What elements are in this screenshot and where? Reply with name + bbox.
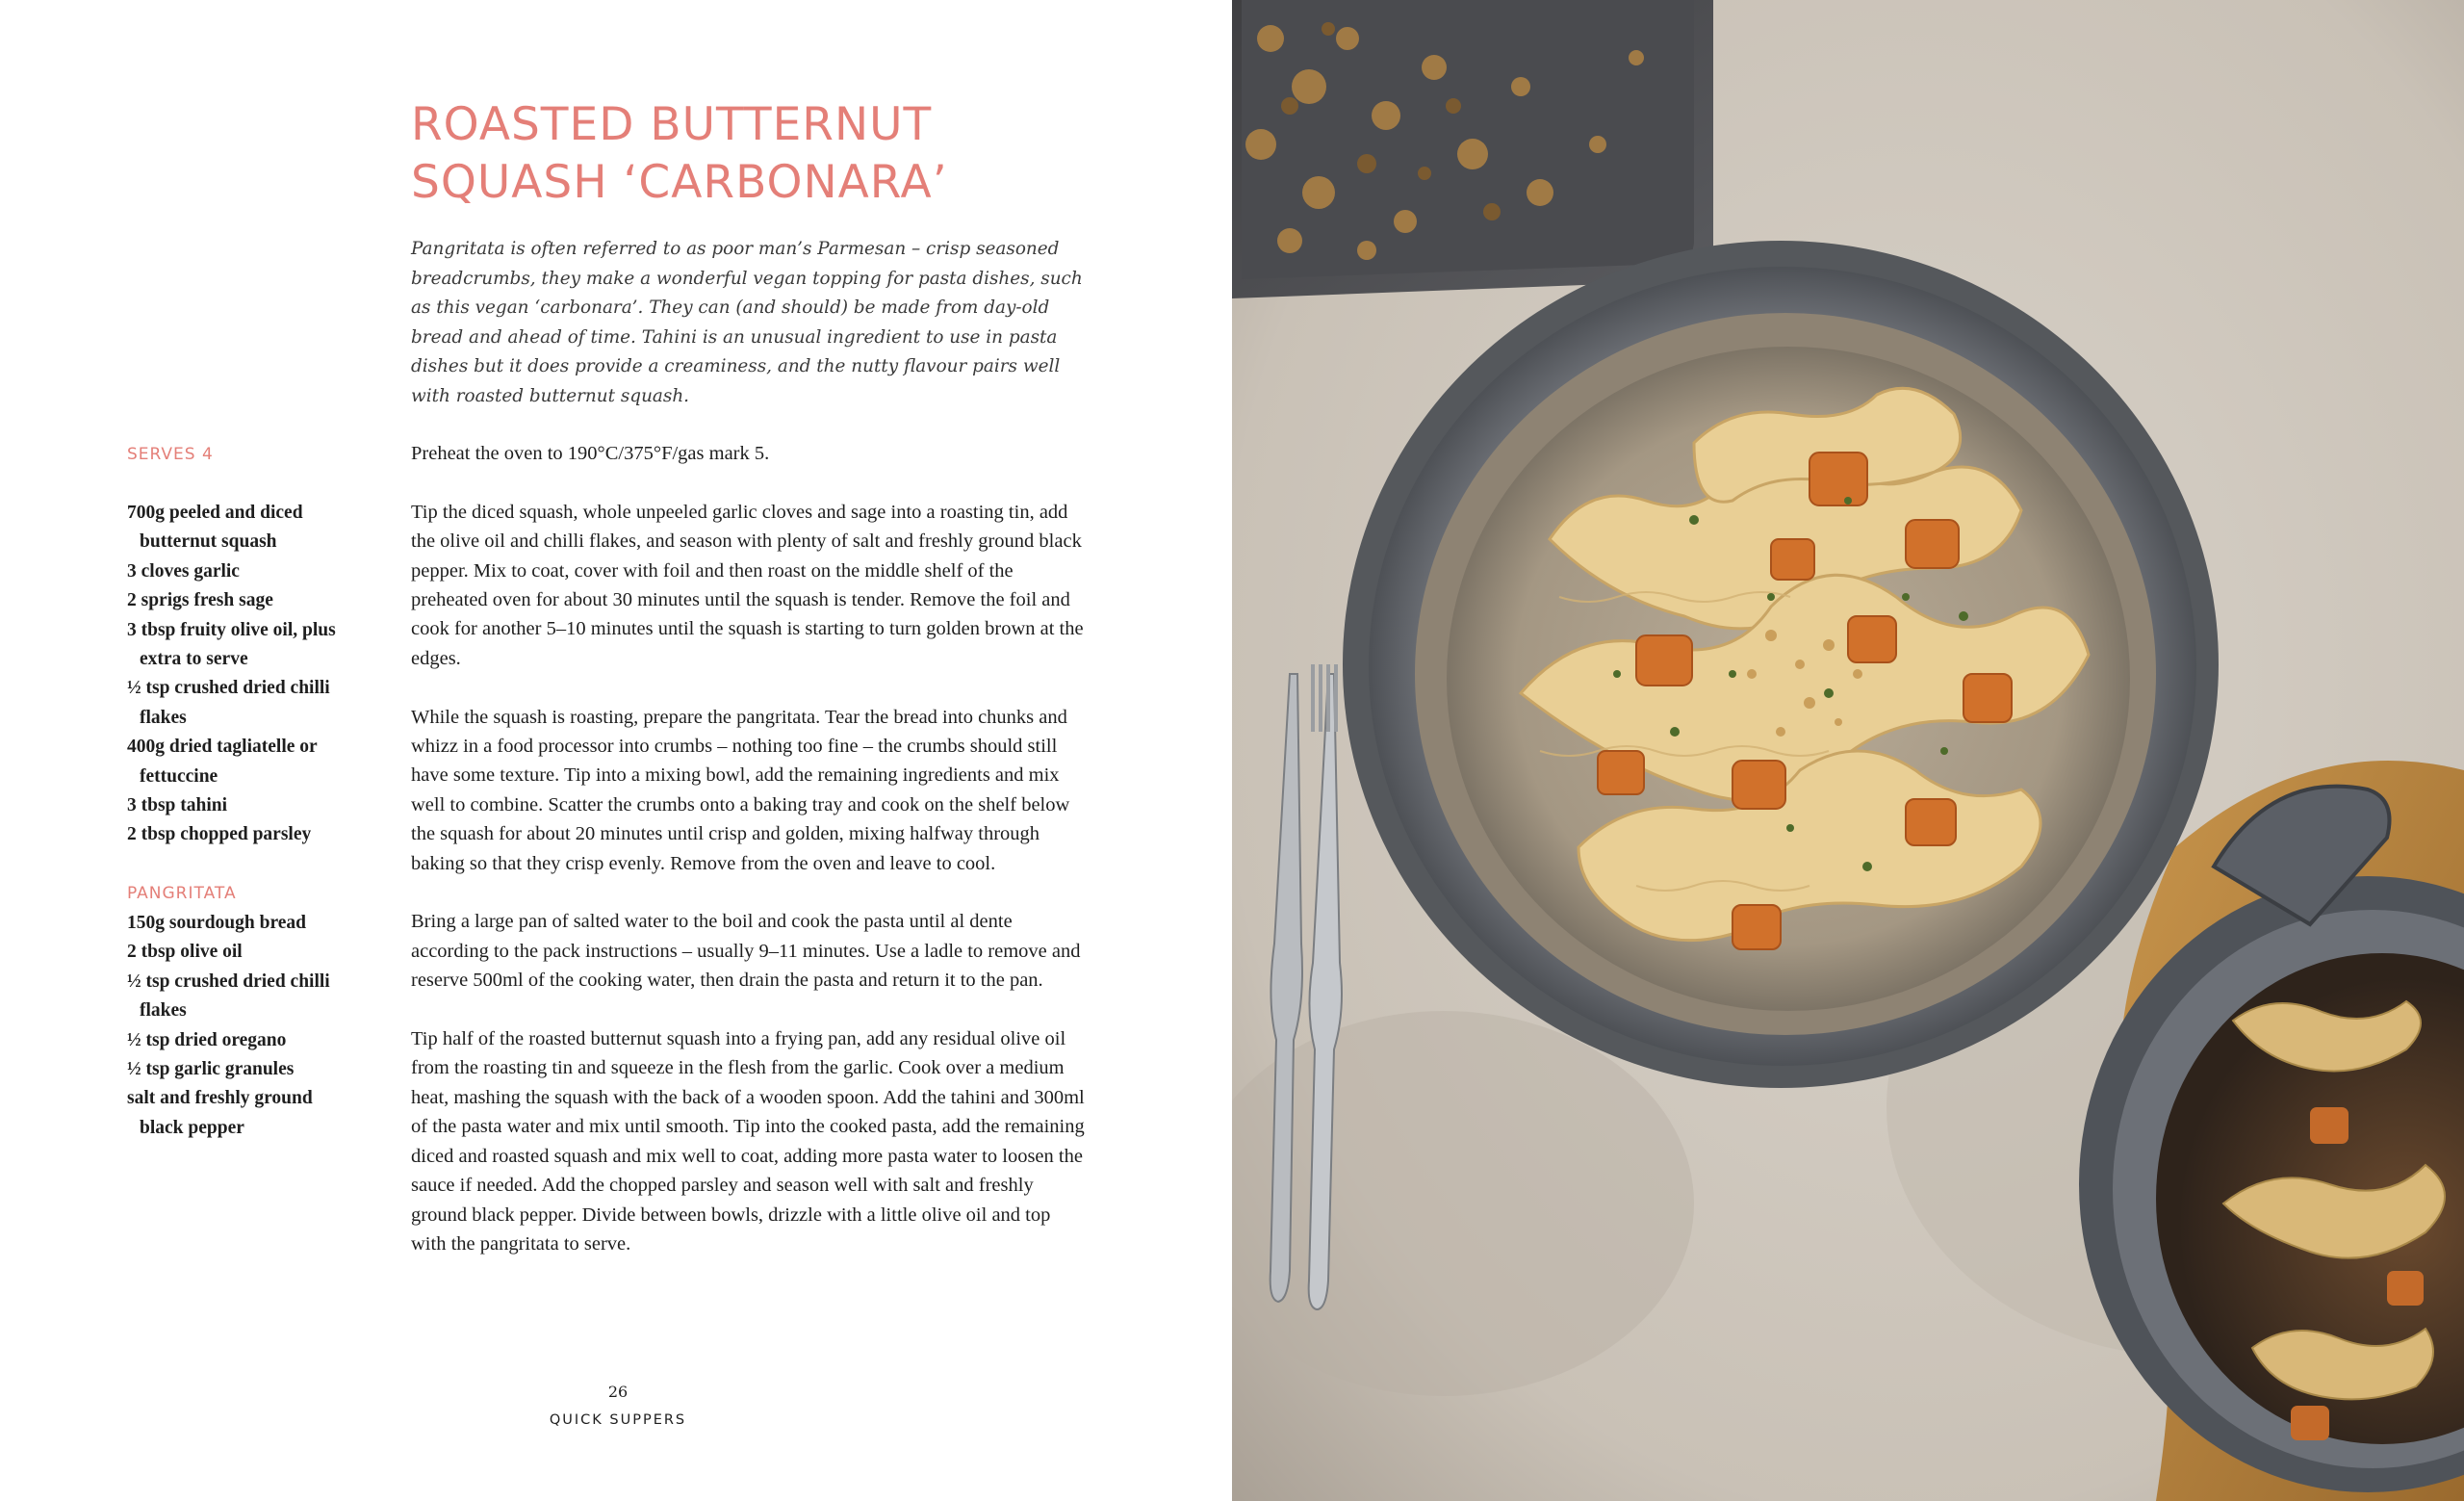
page-footer xyxy=(425,1383,810,1428)
ingredient-item: 2 tbsp chopped parsley xyxy=(127,824,312,845)
method-step: Tip half of the roasted butternut squash into a frying pan, add any residual olive oil from the roasting tin and squeeze in the flesh from the garlic. Cook over a medium heat, mashing the squash with the back of a wooden spoon. Add the tahini and 300ml of the pasta water and mix until smooth. Tip into the cooked pasta, add the remaining diced and roasted squash and mix well to coat, adding more pasta water to loosen the sauce if needed. Add the chopped parsley and season well with salt and freshly ground black pepper. Divide between bowls, drizzle with a little olive oil and top with the pangritata to serve. xyxy=(411,1028,1085,1255)
recipe-title xyxy=(411,96,1142,212)
method-step: Bring a large pan of salted water to the boil and cook the pasta until al dente according to the pack instructions – usually 9–11 minutes. Use a ladle to remove and reserve 500ml of the cooking water, then drain the pasta and return it to the pan. xyxy=(411,911,1081,992)
ingredient-item: 2 tbsp olive oil xyxy=(127,942,243,963)
ingredient-item: 700g peeled and diced butternut squash xyxy=(127,503,303,553)
food-photo xyxy=(1232,0,2464,1501)
ingredient-item: 400g dried tagliatelle or fettuccine xyxy=(127,737,318,787)
method-step: Preheat the oven to 190°C/375°F/gas mark 5. xyxy=(411,443,770,464)
ingredient-item: 3 tbsp tahini xyxy=(127,795,228,816)
pasta-bowl xyxy=(1343,241,2219,1088)
ingredient-item: ½ tsp crushed dried chilli flakes xyxy=(127,970,330,1022)
title-line-1: ROASTED BUTTERNUT xyxy=(411,98,933,151)
method-step: While the squash is roasting, prepare the pangritata. Tear the bread into chunks and whizz in a food processor into crumbs – nothing too fine – the crumbs should still have some texture. Tip into a mixing bowl, add the remaining ingredients and mix well to combine. Scatter the crumbs onto a baking tray and cook on the shelf below the squash for about 20 minutes until crisp and golden, mixing halfway through baking so that they crisp evenly. Remove from the oven and leave to cool. xyxy=(411,706,1070,874)
baking-tray xyxy=(1232,0,1713,298)
pangritata-ingredients-list xyxy=(127,909,358,1143)
ingredient-item: salt and freshly ground black pepper xyxy=(127,1088,313,1138)
pangritata-heading: PANGRITATA xyxy=(127,884,237,903)
ingredient-item: ½ tsp crushed dried chilli flakes xyxy=(127,678,330,728)
method-step: Tip the diced squash, whole unpeeled garlic cloves and sage into a roasting tin, add the olive oil and chilli flakes, and season with plenty of salt and freshly ground black pepper. Mix to coat, cover with foil and then roast on the middle shelf of the preheated oven for about 30 minutes until the squash is tender. Remove the foil and cook for another 5–10 minutes until the squash is starting to turn golden brown at the edges. xyxy=(411,501,1084,669)
method xyxy=(411,439,1090,1288)
page-number: 26 xyxy=(607,1383,629,1401)
recipe-intro: Pangritata is often referred to as poor man’s Parmesan – crisp seasoned breadcrumbs, they make a wonderful vegan topping for pasta dishes, such as this vegan ‘carbonara’. They can (and should) be made from day-old bread and ahead of time. Tahini is an unusual ingredient to use in pasta dishes but it does provide a creaminess, and the nutty flavour pairs well with roasted butternut squash. xyxy=(411,239,1083,406)
ingredient-item: 3 tbsp fruity olive oil, plus extra to serve xyxy=(127,619,336,670)
section-name: QUICK SUPPERS xyxy=(549,1412,687,1428)
pasta-photo-illustration xyxy=(1232,0,2464,1501)
serves-label: SERVES 4 xyxy=(127,445,214,464)
ingredient-item: ½ tsp garlic granules xyxy=(127,1059,295,1080)
ingredient-item: 150g sourdough bread xyxy=(127,913,307,933)
ingredient-item: ½ tsp dried oregano xyxy=(127,1029,287,1050)
ingredients-list xyxy=(127,499,358,850)
ingredient-item: 2 sprigs fresh sage xyxy=(127,590,273,611)
title-line-2: SQUASH ‘CARBONARA’ xyxy=(411,156,948,209)
ingredient-item: 3 cloves garlic xyxy=(127,560,240,582)
